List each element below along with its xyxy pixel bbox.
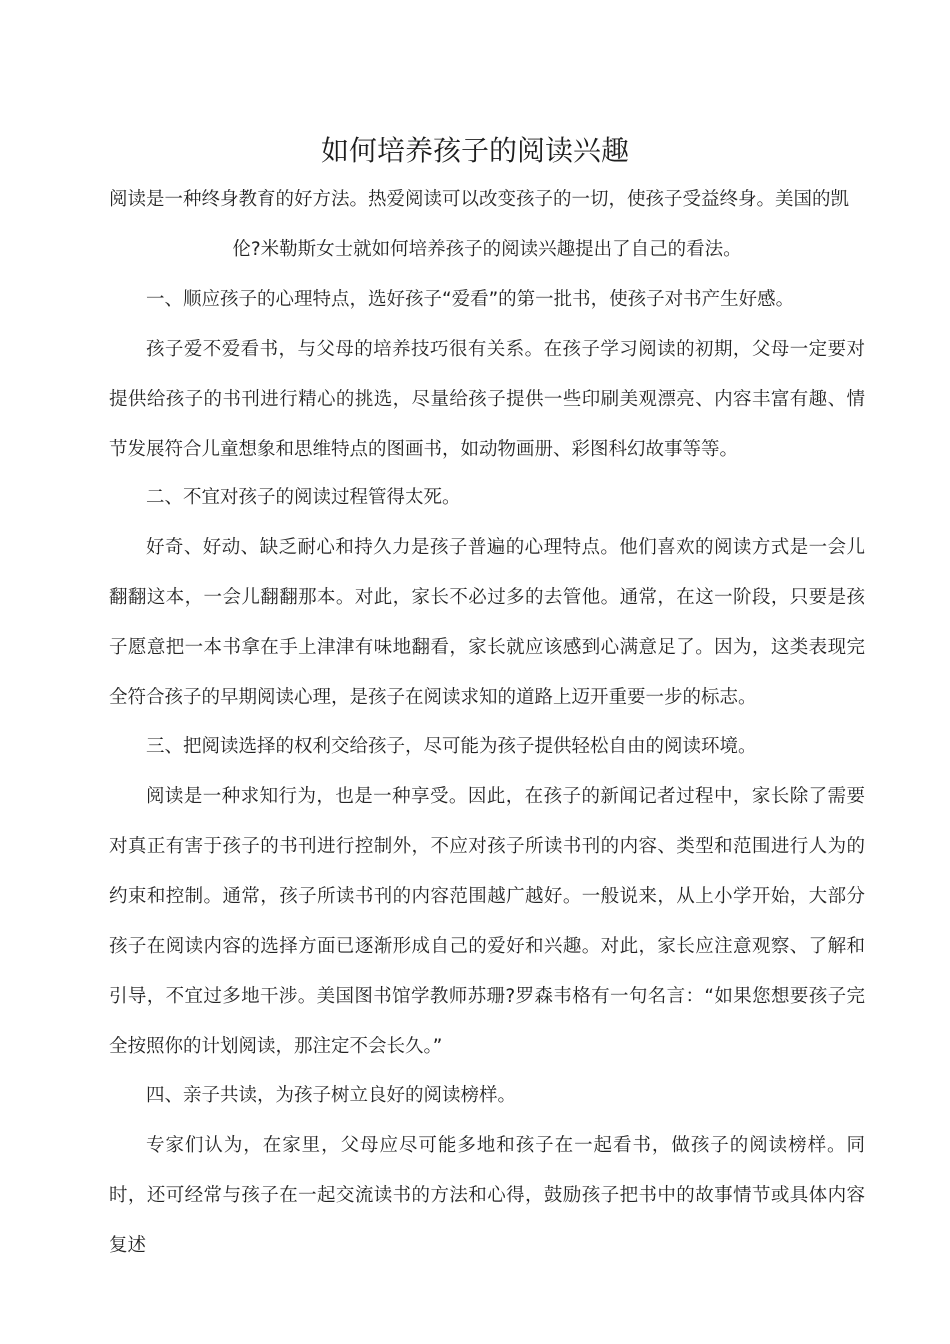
section-heading-2: 二、不宜对孩子的阅读过程管得太死。 [146,487,461,508]
section-body-1: 孩子爱不爱看书，与父母的培养技巧很有关系。在孩子学习阅读的初期，父母一定要对提供给孩子的书刊进行精心的挑选，尽量给孩子提供一些印刷美观漂亮、内容丰富有趣、情节发展符合儿童想象和思维特点的图画书，如动物画册、彩图科幻故事等等。 [109,339,865,460]
section-body-4: 专家们认为，在家里，父母应尽可能多地和孩子在一起看书，做孩子的阅读榜样。同时，还可经常与孩子在一起交流读书的方法和心得，鼓励孩子把书中的故事情节或具体内容复述 [109,1135,865,1256]
section-heading-1: 一、顺应孩子的心理特点，选好孩子“爱看”的第一批书，使孩子对书产生好感。 [146,289,795,310]
intro-paragraph [109,175,865,275]
intro-line-1: 阅读是一种终身教育的好方法。热爱阅读可以改变孩子的一切，使孩子受益终身。美国的凯 [109,189,850,210]
intro-line-2: 伦?米勒斯女士就如何培养孩子的阅读兴趣提出了自己的看法。 [232,239,742,260]
section-heading-3: 三、把阅读选择的权利交给孩子，尽可能为孩子提供轻松自由的阅读环境。 [146,736,757,757]
section-body-3: 阅读是一种求知行为，也是一种享受。因此，在孩子的新闻记者过程中，家长除了需要对真正有害于孩子的书刊进行控制外，不应对孩子所读书刊的内容、类型和范围进行人为的约束和控制。通常，孩子所读书刊的内容范围越广越好。一般说来，从上小学开始，大部分孩子在阅读内容的选择方面已逐渐形成自己的爱好和兴趣。对此，家长应注意观察、了解和引导，不宜过多地干涉。美国图书馆学教师苏珊?罗森韦格有一句名言：“如果您想要孩子完全按照你的计划阅读，那注定不会长久。” [109,786,865,1057]
section-heading-4: 四、亲子共读，为孩子树立良好的阅读榜样。 [146,1085,517,1106]
document-title: 如何培养孩子的阅读兴趣 [320,134,629,167]
section-body-2: 好奇、好动、缺乏耐心和持久力是孩子普遍的心理特点。他们喜欢的阅读方式是一会儿翻翻这本，一会儿翻翻那本。对此，家长不必过多的去管他。通常，在这一阶段，只要是孩子愿意把一本书拿在手上津津有味地翻看，家长就应该感到心满意足了。因为，这类表现完全符合孩子的早期阅读心理，是孩子在阅读求知的道路上迈开重要一步的标志。 [109,537,865,708]
